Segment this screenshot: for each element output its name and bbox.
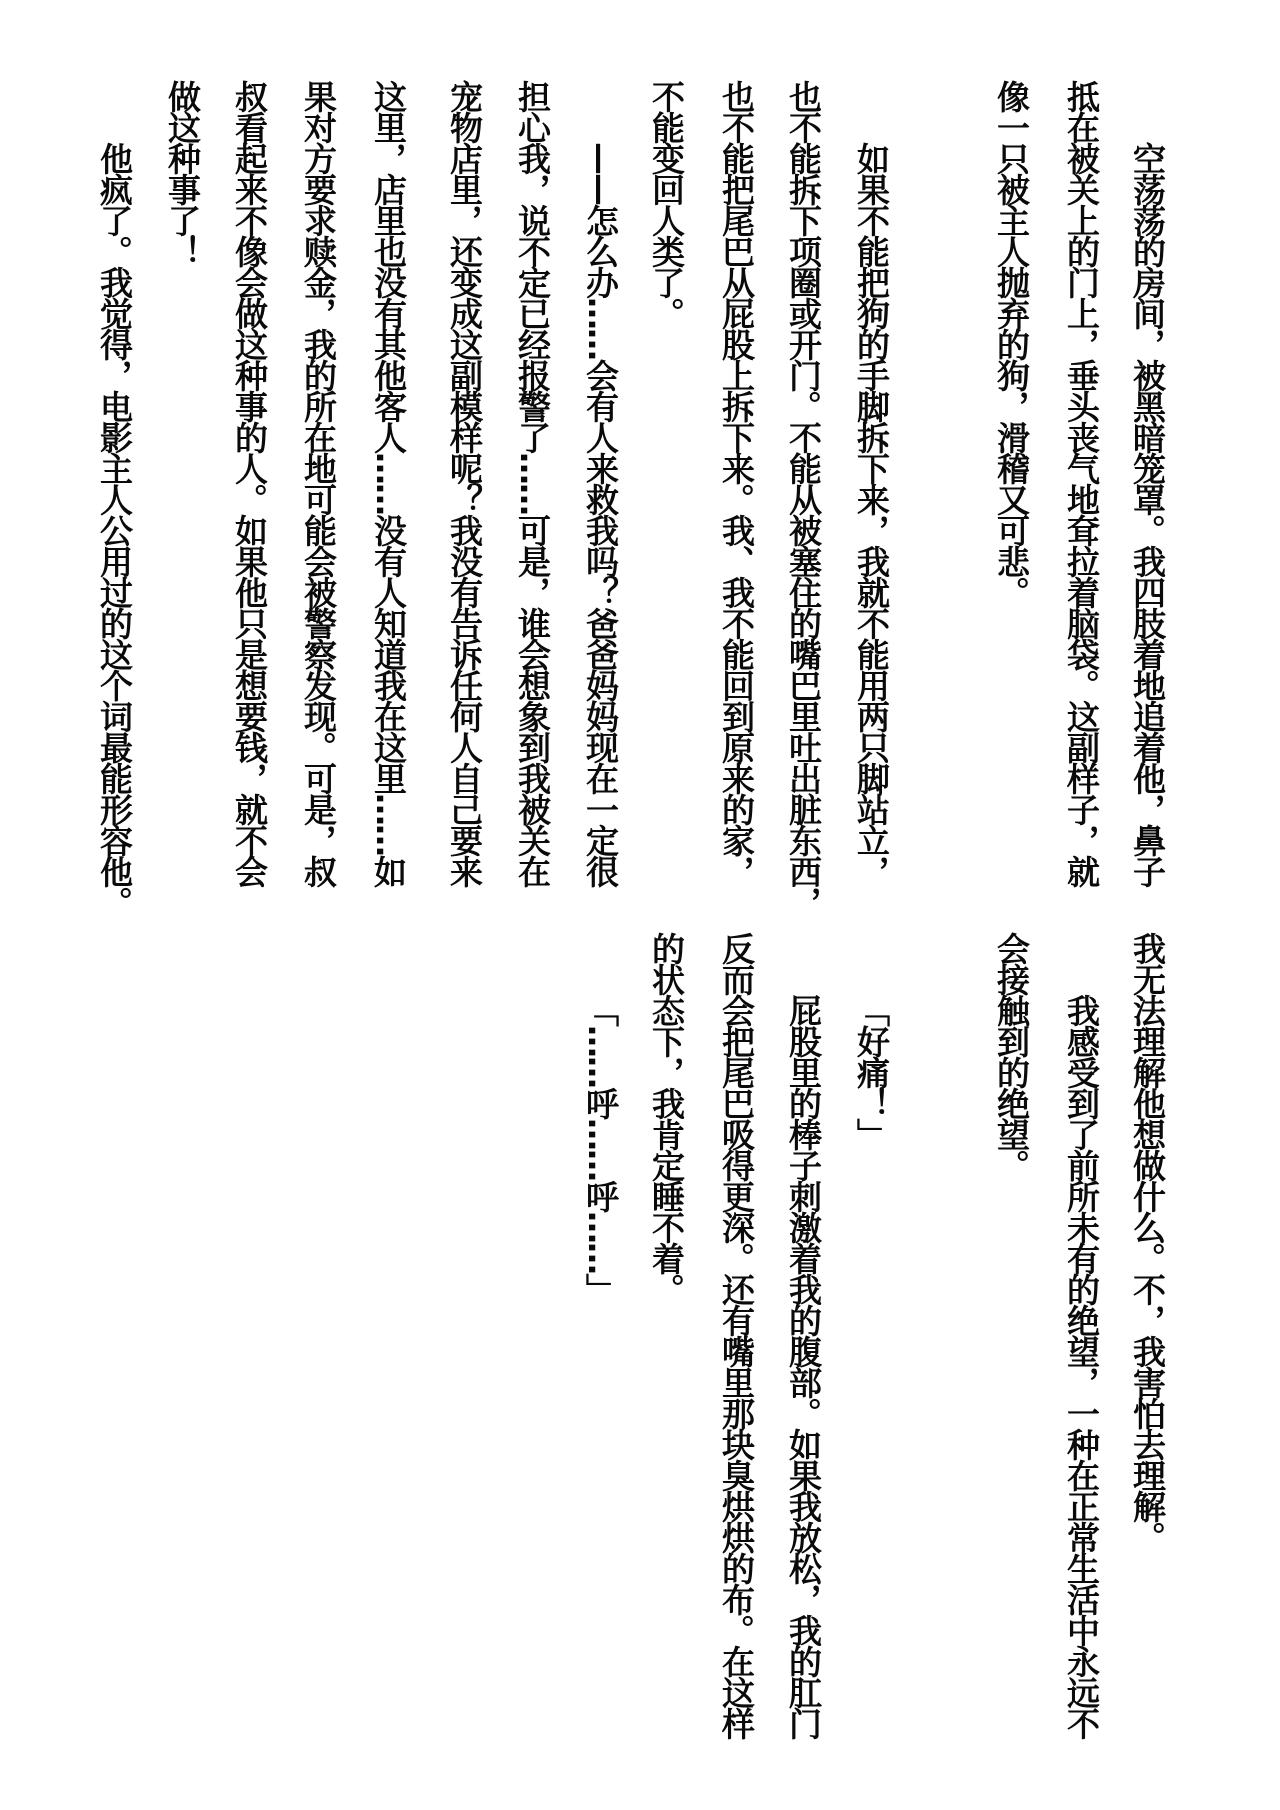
vertical-text-line: 像一只被主人抛弃的狗，滑稽又可悲。 [992,80,1031,607]
vertical-text-line: 屁股里的棒子刺激着我的腹部。如果我放松，我的肛门 [784,994,823,1738]
vertical-text-line: 也不能把尾巴从屁股上拆下来。我、我不能回到原来的家， [717,80,756,886]
vertical-text-line: 如果不能把狗的手脚拆下来，我就不能用两只脚站立， [852,142,891,886]
vertical-text-line: 宠物店里，还变成这副模样呢？我没有告诉任何人自己要来 [445,80,484,886]
vertical-text-line: 做这种事了！ [163,80,202,266]
vertical-text-line: 也不能拆下项圈或开门。不能从被塞住的嘴巴里吐出脏东西， [784,80,823,917]
vertical-text-line: 空荡荡的房间，被黑暗笼罩。我四肢着地追着他，鼻子 [1128,142,1167,886]
vertical-text-line: 「……呼……呼……」 [581,994,620,1304]
vertical-text-line: 担心我，说不定已经报警了……可是，谁会想象到我被关在 [513,80,552,886]
vertical-text-line: 我感受到了前所未有的绝望，一种在正常生活中永远不 [1062,994,1101,1738]
vertical-text-line: ——怎么办……会有人来救我吗？爸爸妈妈现在一定很 [581,142,620,886]
vertical-text-line: 我无法理解他想做什么。不，我害怕去理解。 [1128,932,1167,1552]
vertical-text-line: 「好痛！」 [852,994,891,1149]
vertical-text-line: 他疯了。我觉得，电影主人公用过的这个词最能形容他。 [95,142,134,917]
vertical-text-line: 果对方要求赎金，我的所在地可能会被警察发现。可是，叔 [299,80,338,886]
vertical-text-line: 反而会把尾巴吸得更深。还有嘴里那块臭烘烘的布。在这样 [717,932,756,1738]
vertical-text-line: 的状态下，我肯定睡不着。 [647,932,686,1304]
vertical-text-line: 不能变回人类了。 [647,80,686,328]
vertical-text-line: 叔看起来不像会做这种事的人。如果他只是想要钱，就不会 [230,80,269,886]
vertical-text-line: 会接触到的绝望。 [992,932,1031,1180]
vertical-text-line: 这里，店里也没有其他客人……没有人知道我在这里……如 [369,80,408,886]
vertical-text-line: 抵在被关上的门上，垂头丧气地耷拉着脑袋。这副样子，就 [1062,80,1101,886]
